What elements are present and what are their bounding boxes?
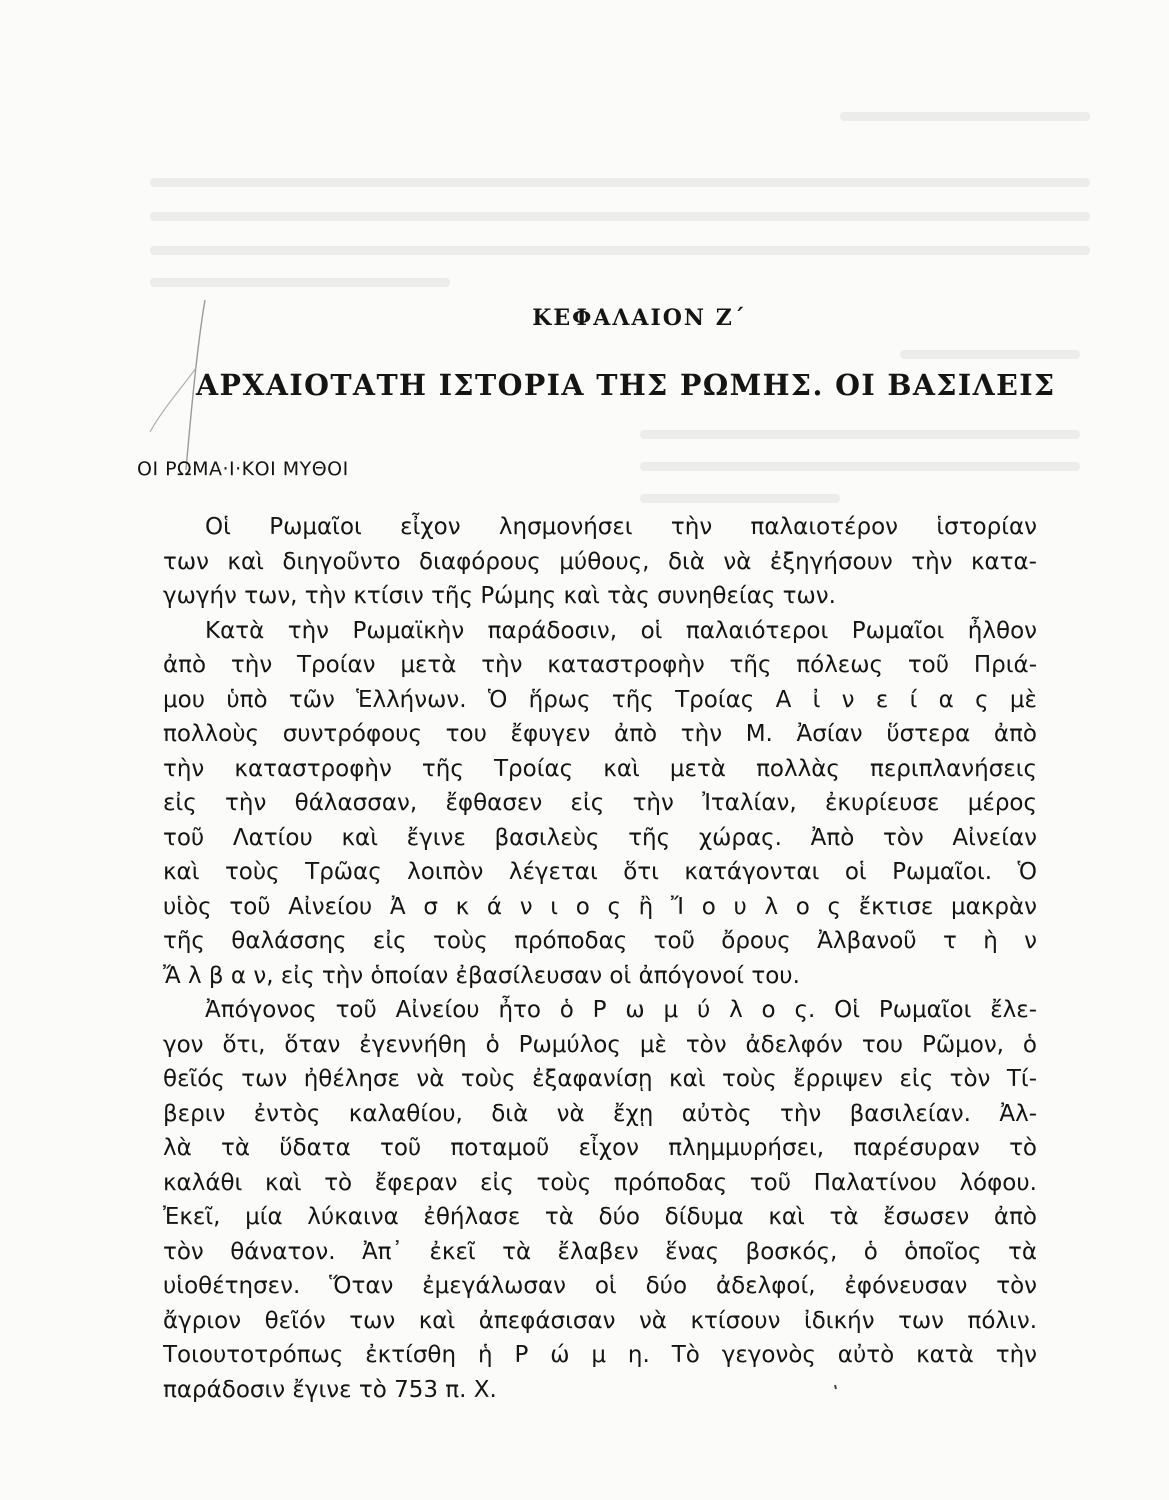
text-line: υἱὸς τοῦ Αἰνείου Ἀ σ κ ά ν ι ο ς ἢ Ἴ ο υ λ ο ς ἔκτισε μακρὰν [163, 893, 1037, 920]
text-line: των καὶ διηγοῦντο διαφόρους μύθους, διὰ νὰ ἐξηγήσουν τὴν κατα- [163, 548, 1037, 575]
page-title: ΑΡΧΑΙΟΤΑΤΗ ΙΣΤΟΡΙΑ ΤΗΣ ΡΩΜΗΣ. ΟΙ ΒΑΣΙΛΕΙΣ [196, 368, 1056, 402]
text-line: τῆς θαλάσσης εἰς τοὺς πρόποδας τοῦ ὄρους Ἀλβανοῦ τ ὴ ν [163, 928, 1037, 954]
text-line: γωγήν των, τὴν κτίσιν τῆς Ρώμης καὶ τὰς συνηθείας των. [163, 583, 836, 609]
text-line: Κατὰ τὴν Ρωμαϊκὴν παράδοσιν, οἱ παλαιότεροι Ρωμαῖοι ἦλθον [205, 617, 1037, 644]
body-text [163, 510, 1037, 1407]
text-line: Τοιουτοτρόπως ἐκτίσθη ἡ Ρ ώ μ η. Τὸ γεγονὸς αὐτὸ κατὰ τὴν [163, 1342, 1037, 1368]
text-line: Ἀπόγονος τοῦ Αἰνείου ἦτο ὁ Ρ ω μ ύ λ ο ς. Οἱ Ρωμαῖοι ἔλε- [205, 997, 1037, 1023]
text-line: καὶ τοὺς Τρῶας λοιπὸν λέγεται ὅτι κατάγονται οἱ Ρωμαῖοι. Ὁ [163, 859, 1037, 885]
text-line: τοῦ Λατίου καὶ ἔγινε βασιλεὺς τῆς χώρας. Ἀπὸ τὸν Αἰνείαν [163, 824, 1037, 851]
text-line: πολλοὺς συντρόφους του ἔφυγεν ἀπὸ τὴν Μ. Ἀσίαν ὕστερα ἀπὸ [163, 721, 1037, 747]
text-line: υἱοθέτησεν. Ὅταν ἐμεγάλωσαν οἱ δύο ἀδελφοί, ἐφόνευσαν τὸν [163, 1273, 1037, 1299]
text-line: θεῖός των ἠθέλησε νὰ τοὺς ἐξαφανίσῃ καὶ τοὺς ἔρριψεν εἰς τὸν Τί- [163, 1066, 1037, 1092]
text-line: μου ὑπὸ τῶν Ἑλλήνων. Ὁ ἥρως τῆς Τροίας Α ἰ ν ε ί α ς μὲ [163, 686, 1037, 713]
text-line: εἰς τὴν θάλασσαν, ἔφθασεν εἰς τὴν Ἰταλίαν, ἐκυρίευσε μέρος [163, 790, 1037, 816]
text-line: Ἄ λ β α ν, εἰς τὴν ὁποίαν ἐβασίλευσαν οἱ ἀπόγονοί του. [163, 962, 800, 989]
text-line: τὴν καταστροφὴν τῆς Τροίας καὶ μετὰ πολλὰς περιπλανήσεις [163, 755, 1037, 782]
text-line: Ἐκεῖ, μία λύκαινα ἐθήλασε τὰ δύο δίδυμα καὶ τὰ ἔσωσεν ἀπὸ [163, 1204, 1037, 1230]
text-line: γον ὅτι, ὅταν ἐγεννήθη ὁ Ρωμύλος μὲ τὸν ἀδελφόν του Ρῶμον, ὁ [163, 1031, 1037, 1058]
text-line: βεριν ἐντὸς καλαθίου, διὰ νὰ ἔχῃ αὐτὸς τὴν βασιλείαν. Ἀλ- [163, 1100, 1037, 1127]
chapter-heading: ΚΕΦΑΛΑΙΟΝ Ζ΄ [532, 305, 747, 331]
text-line: παράδοσιν ἔγινε τὸ 753 π. Χ. [163, 1376, 497, 1403]
text-line: ἀπὸ τὴν Τροίαν μετὰ τὴν καταστροφὴν τῆς πόλεως τοῦ Πριά- [163, 652, 1037, 678]
text-line: ἄγριον θεῖόν των καὶ ἀπεφάσισαν νὰ κτίσουν ἰδικήν των πόλιν. [163, 1307, 1037, 1334]
text-line: τὸν θάνατον. Ἀπ᾽ ἐκεῖ τὰ ἔλαβεν ἕνας βοσκός, ὁ ὁποῖος τὰ [163, 1238, 1037, 1265]
text-line: λὰ τὰ ὕδατα τοῦ ποταμοῦ εἶχον πλημμυρήσει, παρέσυραν τὸ [163, 1135, 1037, 1161]
text-line: καλάθι καὶ τὸ ἔφεραν εἰς τοὺς πρόποδας τοῦ Παλατίνου λόφου. [163, 1169, 1037, 1196]
section-heading: ΟΙ ΡΩΜΑ·Ι·ΚΟΙ ΜΥΘΟΙ [137, 458, 349, 480]
text-line: Οἱ Ρωμαῖοι εἶχον λησμονήσει τὴν παλαιοτέρον ἱστορίαν [205, 514, 1037, 540]
